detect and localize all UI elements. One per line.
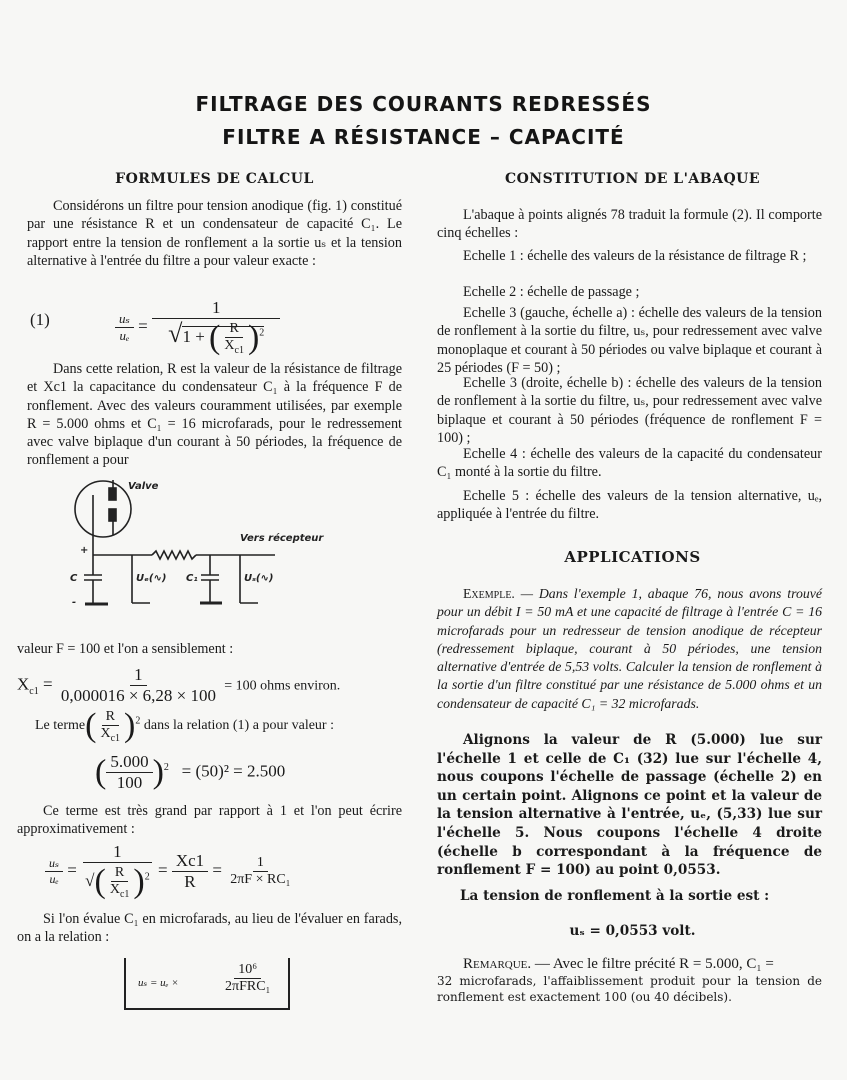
eq4-sign3: = — [212, 860, 222, 880]
label-c1: C₁ — [186, 573, 198, 584]
eq4-mid-num: Xc1 — [172, 851, 208, 872]
paragraph-abaque-intro: L'abaque à points alignés 78 traduit la formule (2). Il comporte cinq échelles : — [437, 207, 822, 242]
eq-xc-sub: c1 — [234, 344, 244, 356]
eq4-lhs-num: uₛ — [45, 856, 63, 872]
term-xc-sub: c1 — [110, 732, 121, 744]
eq4-sign2: = — [157, 860, 168, 880]
paragraph-example — [437, 585, 822, 713]
eq-lhs-den: uₑ — [119, 328, 130, 344]
paragraph-relation: Dans cette relation, R est la valeur de la résistance de filtrage et Xc1 la capacitance du condensateur C₁ à la fréquence F de ronflement. Avec des valeurs couramment utilisées, par exemple R = 5.000 ohms et C₁ = 16 microfarads, pour le redressement avec valve biplaque d'un courant à 50 périodes, la fréquence de ronflement a pour — [27, 361, 402, 469]
eq4-mid-den: R — [184, 872, 196, 891]
boxed-formula — [124, 958, 290, 1010]
remark-first: — Avec le filtre précité R = 5.000, C₁ = — [531, 956, 774, 972]
equation-approx: $\frac{\text{uₛ}}{\text{uₑ}}$ = 1 √( $\frac{R}{X_{c1}}$ )$^2$ = $\frac{Xc1}{R}$ = $\frac{1}{\text{2πF × RC₁}}$ — [45, 842, 295, 901]
scale-3a: Echelle 3 (gauche, échelle a) : échelle des valeurs de la tension de ronflement à la sortie du filtre, uₛ, pour redressement avec valve monoplaque et courant à 50 périodes ou valve biplaque et courant à 25 périodes (F = 50) ; — [437, 305, 822, 376]
scale-1: Echelle 1 : échelle des valeurs de la résistance de filtrage R ; — [463, 248, 807, 264]
eq4-r: R — [111, 865, 128, 882]
term-xc: X — [100, 725, 111, 741]
eq2-sign: = — [42, 674, 53, 694]
eq3-num: 5.000 — [106, 752, 152, 773]
term-r: R — [102, 709, 119, 726]
page-title-line1: FILTRAGE DES COURANTS REDRESSÉS — [195, 92, 652, 116]
eq4-exp: 2 — [144, 871, 150, 883]
scale-5: Echelle 5 : échelle des valeurs de la tension alternative, uₑ, appliquée à l'entrée du filtre. — [437, 488, 822, 523]
eq4-xc-sub: c1 — [119, 888, 130, 900]
term-post: dans la relation (1) a pour valeur : — [143, 718, 334, 734]
label-valve: Valve — [128, 481, 159, 492]
label-minus: - — [72, 597, 77, 608]
remark-label: Remarque. — [463, 956, 532, 972]
eq4-r-den: 2πF × RC₁ — [230, 872, 291, 887]
eq5-lhs: uₛ = uₑ × — [138, 977, 179, 989]
eq3-den: 100 — [116, 773, 143, 792]
paragraph-solution: Alignons la valeur de R (5.000) lue sur l'échelle 1 et celle de C₁ (32) lue sur l'échelle 4, nous coupons l'échelle de passage (échelle 2) en un certain point. Alignons ce point et la valeur de la tension alternative à l'entrée, uₑ, (5,33) lue sur l'échelle 5. Nous coupons l'échelle 4 droite (échelle b correspondant à la fréquence de ronflement F = 100) au point 0,0553. — [437, 732, 822, 879]
equation-term-value: ( $\frac{5.000}{100}$ )$^2$ = (50)² = 2.500 — [95, 752, 286, 792]
eq5-num: 10⁶ — [234, 962, 261, 979]
eq2-rhs: = 100 ohms environ. — [224, 678, 341, 694]
paragraph-remark — [437, 955, 822, 973]
eq2-lhs-sub: c1 — [29, 685, 39, 697]
paragraph-approx: Ce terme est très grand par rapport à 1 et l'on peut écrire approximativement : — [17, 803, 402, 838]
circuit-diagram — [60, 475, 360, 615]
label-us: Uₛ(∿) — [244, 573, 274, 584]
eq4-r-num: 1 — [253, 855, 268, 872]
example-label: Exemple. — [463, 586, 515, 601]
equation-number: (1) — [30, 310, 50, 329]
eq-lhs-num: uₛ — [115, 311, 134, 328]
equation-1: (1) $\frac{\text{uₛ}}{\text{uₑ}}$ = 1 √1 + ( $\frac{R}{X_{c1}}$ )$^2$ — [30, 290, 405, 350]
example-text: — Dans l'exemple 1, abaque 76, nous avons trouvé pour un débit I = 50 mA et une capacité de filtrage à l'entrée C = 16 microfarads pour un redresseur de tension anodique de récepteur (redressement biplaque, courant à 50 périodes, une tension alternative d'entrée de 5,53 volts. Calculer la tension de ronflement à la sortie d'un filtre constitué par une résistance de 5.000 ohms et un condensateur de capacité C₁ = 32 microfarads. — [437, 586, 822, 711]
eq-one-plus: 1 + — [182, 327, 205, 346]
paragraph-microfarads: Si l'on évalue C₁ en microfarads, au lieu de l'évaluer en farads, on a la relation : — [17, 911, 402, 946]
paragraph-remark-rest: 32 microfarads, l'affaiblissement produit pour la tension de ronflement est exactement 100 (ou 40 décibels). — [437, 974, 822, 1004]
paragraph-term: Le terme( $\frac{R}{X_{c1}}$ )$^2$ dans la relation (1) a pour valeur : — [35, 707, 334, 744]
scale-2: Echelle 2 : échelle de passage ; — [463, 284, 640, 300]
label-plus: + — [80, 545, 89, 556]
eq2-lhs: X — [17, 674, 30, 694]
eq2-den: 0,000016 × 6,28 × 100 — [60, 686, 217, 705]
term-pre: Le terme — [35, 718, 86, 734]
paragraph-frequency: valeur F = 100 et l'on a sensiblement : — [17, 641, 234, 657]
section-heading-applications: APPLICATIONS — [564, 548, 701, 566]
eq4-num: 1 — [83, 842, 152, 863]
section-heading-formulas: FORMULES DE CALCUL — [115, 171, 314, 187]
label-c: C — [70, 573, 78, 584]
eq5-den: 2πFRC₁ — [225, 979, 271, 994]
eq3-exp: 2 — [163, 761, 169, 773]
scale-3b: Echelle 3 (droite, échelle b) : échelle des valeurs de la tension de ronflement à la sortie du filtre, uₛ, pour redressement avec valve biplaque et courant à 50 périodes (fréquence de ronflement F = 100) ; — [437, 375, 822, 446]
eq4-lhs-den: uₑ — [49, 872, 59, 886]
equation-xc1 — [17, 665, 340, 706]
sqrt-sign: √ — [168, 319, 183, 348]
eq-exp: 2 — [259, 327, 265, 339]
eq4-sign1: = — [67, 860, 77, 880]
paragraph-intro: Considérons un filtre pour tension anodique (fig. 1) constitué par une résistance R et un condensateur de capacité C₁. Le rapport entre la tension de ronflement a la sortie uₛ et la tension alternative à l'entrée du filtre a pour valeur exacte : — [27, 198, 402, 269]
eq-num: 1 — [152, 298, 281, 319]
eq-sign: = — [138, 316, 148, 336]
eq-r: R — [225, 321, 242, 338]
scale-4: Echelle 4 : échelle des valeurs de la capacité du condensateur C₁ monté à la sortie du filtre. — [437, 446, 822, 481]
label-ue: Uₑ(∿) — [136, 573, 167, 584]
page-title-line2: FILTRE A RÉSISTANCE – CAPACITÉ — [222, 125, 625, 149]
eq-xc: X — [224, 337, 235, 353]
term-exp: 2 — [135, 715, 141, 727]
eq3-rhs: = (50)² = 2.500 — [181, 761, 286, 781]
result-value: uₛ = 0,0553 volt. — [569, 923, 696, 939]
label-output: Vers récepteur — [240, 533, 324, 544]
eq2-num: 1 — [130, 665, 147, 686]
resistor-symbol — [152, 551, 196, 559]
result-intro: La tension de ronflement à la sortie est : — [460, 888, 770, 904]
valve-symbol — [75, 481, 131, 537]
eq4-xc: X — [109, 881, 120, 897]
section-heading-abaque: CONSTITUTION DE L'ABAQUE — [504, 171, 761, 187]
